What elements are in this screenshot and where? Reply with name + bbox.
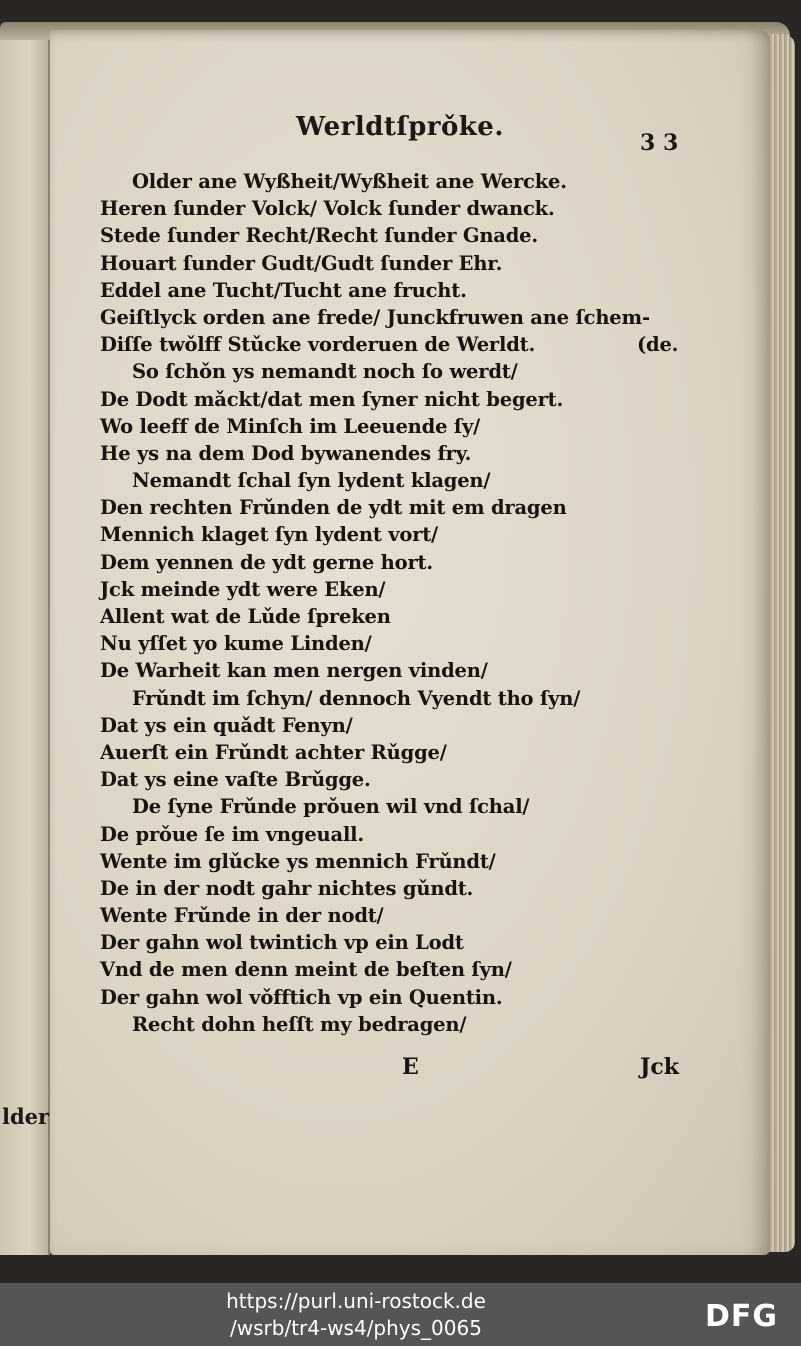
text-line-content: De ſyne Frǔnde prǒuen wil vnd ſchal/ (132, 795, 530, 819)
text-line-content: Allent wat de Lǔde ſpreken (100, 605, 391, 628)
text-line (100, 277, 690, 304)
text-line-content: Frǔndt im ſchyn/ dennoch Vyendt tho ſyn/ (132, 686, 581, 710)
text-line (100, 848, 690, 875)
text-line (100, 821, 690, 848)
text-line (100, 685, 690, 712)
text-line-content: Den rechten Frǔnden de ydt mit em dragen (100, 496, 567, 520)
page-number: 3 3 (640, 130, 679, 156)
text-line-content: Dem yennen de ydt gerne hort. (100, 550, 433, 574)
text-line (100, 222, 690, 249)
text-line-content: He ys na dem Dod bywanendes fry. (100, 441, 472, 465)
text-line-content: Jck meinde ydt were Eken/ (100, 577, 386, 601)
text-line (100, 630, 690, 657)
catchword: Jck (640, 1054, 680, 1080)
text-line-content: Der gahn wol twintich vp ein Lodt (100, 931, 464, 955)
text-line (100, 712, 690, 739)
text-line (100, 521, 690, 548)
text-line (100, 793, 690, 820)
text-line-content: Dat ys ein quǎdt Fenyn/ (100, 713, 353, 737)
text-line (100, 195, 690, 222)
footer-url-line-2[interactable]: /wsrb/tr4-ws4/phys_0065 (230, 1316, 482, 1340)
text-line-content: Heren ſunder Volck/ Volck ſunder dwanck. (100, 197, 555, 221)
text-line-content: Auerſt ein Frǔndt achter Rǔgge/ (100, 740, 447, 764)
left-page-fragment (0, 40, 50, 1255)
text-line-content: Wente Frǔnde in der nodt/ (100, 904, 384, 928)
text-line (100, 358, 690, 385)
dfg-logo: DFG (705, 1299, 779, 1334)
footer-bar (0, 1283, 801, 1346)
verse-text-block (100, 168, 690, 1038)
signature-mark: E (402, 1054, 419, 1080)
text-line-content: So ſchǒn ys nemandt noch ſo werdt/ (132, 360, 518, 384)
text-line-content: Older ane Wyßheit/Wyßheit ane Wercke. (132, 170, 567, 193)
text-line (100, 657, 690, 684)
text-line (100, 929, 690, 956)
text-line (100, 902, 690, 929)
text-line-content: Recht dohn heſſt my bedragen/ (132, 1012, 467, 1036)
line-end-note: (de. (637, 333, 679, 357)
text-line (100, 766, 690, 793)
text-line (100, 603, 690, 630)
text-line-content: Wo leeff de Minſch im Leeuende ſy/ (100, 414, 481, 438)
text-line (100, 1011, 690, 1038)
text-line-content: Dat ys eine vaſte Brǔgge. (100, 768, 371, 792)
text-line-content: Diſſe twǒlff Stǔcke vorderuen de Werldt. (100, 333, 536, 357)
text-line (100, 168, 690, 195)
text-line-content: De in der nodt gahr nichtes gǔndt. (100, 876, 474, 900)
text-line-content: De prǒue ſe im vngeuall. (100, 822, 364, 846)
text-line (100, 875, 690, 902)
text-line (100, 304, 690, 331)
text-line (100, 739, 690, 766)
running-title: Werldtſprǒke. (296, 112, 504, 142)
text-line-content: Vnd de men denn meint de beſten ſyn/ (100, 958, 512, 982)
text-line-content: Eddel ane Tucht/Tucht ane frucht. (100, 278, 467, 302)
text-line-content: Der gahn wol vǒfftich vp ein Quentin. (100, 985, 503, 1009)
left-margin-fragment: lder (2, 1104, 50, 1129)
text-line-content: De Warheit kan men nergen vinden/ (100, 659, 488, 683)
text-line-content: Mennich klaget ſyn lydent vort/ (100, 523, 438, 547)
text-line-content: Geiſtlyck orden ane frede/ Junckfruwen ane ſchem- (100, 305, 650, 329)
text-line-content: Houart ſunder Gudt/Gudt ſunder Ehr. (100, 251, 503, 275)
text-line (100, 467, 690, 494)
text-line-content: Stede ſunder Recht/Recht ſunder Gnade. (100, 224, 538, 248)
text-line (100, 440, 690, 467)
footer-url-line-1[interactable]: https://purl.uni-rostock.de (226, 1289, 486, 1313)
text-line (100, 576, 690, 603)
text-line (100, 331, 690, 358)
text-line (100, 494, 690, 521)
text-line-content: Nemandt ſchal ſyn lydent klagen/ (132, 469, 491, 493)
text-line (100, 386, 690, 413)
text-line (100, 956, 690, 983)
text-line (100, 549, 690, 576)
text-line-content: De Dodt mǎckt/dat men ſyner nicht begert. (100, 387, 564, 411)
text-line-content: Wente im glǔcke ys mennich Frǔndt/ (100, 849, 496, 873)
text-line (100, 250, 690, 277)
text-line-content: Nu yſſet yo kume Linden/ (100, 632, 372, 656)
text-line (100, 984, 690, 1011)
text-line (100, 413, 690, 440)
